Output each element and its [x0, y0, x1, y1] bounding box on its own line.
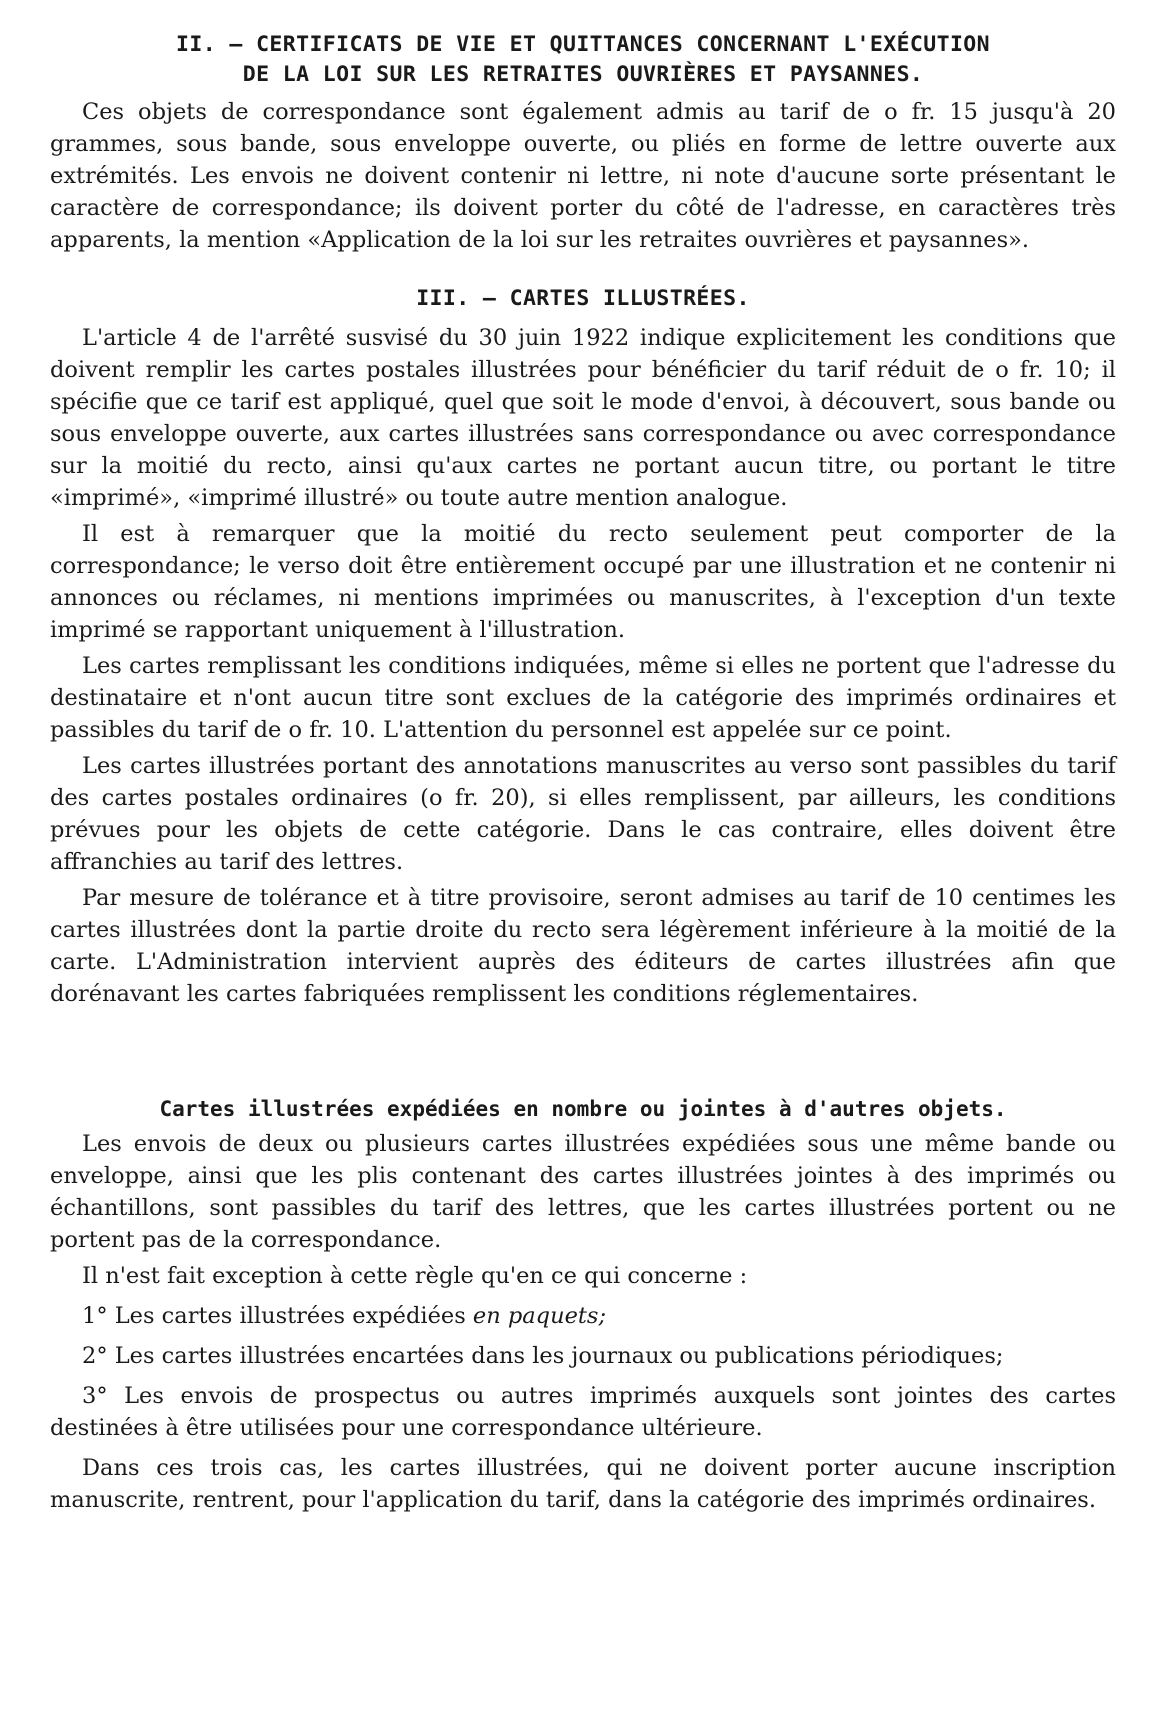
section-2-title-line-2: DE LA LOI SUR LES RETRAITES OUVRIÈRES ET PAYSANNES. — [242, 62, 924, 87]
section-4-heading: Cartes illustrées expédiées en nombre ou jointes à d'autres objets. — [159, 1097, 1007, 1121]
section-4-list-item-2: 2° Les cartes illustrées encartées dans les journaux ou publications périodiques; — [82, 1343, 1004, 1369]
section-3-heading: III. — CARTES ILLUSTRÉES. — [416, 286, 750, 311]
section-2-paragraph-1: Ces objets de correspondance sont également admis au tarif de o fr. 15 jusqu'à 20 grammes, sous bande, sous enveloppe ouverte, ou pliés en forme de lettre ouverte aux extrémités. Les envois ne doivent contenir ni lettre, ni note d'aucune sorte présentant le caractère de correspondance; ils doivent porter du côté de l'adresse, en caractères très apparents, la mention «Application de la loi sur les retraites ouvrières et paysannes». — [50, 99, 1116, 253]
section-4-paragraph-3: Dans ces trois cas, les cartes illustrées, qui ne doivent porter aucune inscription manuscrite, rentrent, pour l'application du tarif, dans la catégorie des imprimés ordinaires. — [50, 1455, 1116, 1513]
section-3-paragraph-3: Les cartes remplissant les conditions indiquées, même si elles ne portent que l'adresse du destinataire et n'ont aucun titre sont exclues de la catégorie des imprimés ordinaires et passibles du tarif de o fr. 10. L'attention du personnel est appelée sur ce point. — [50, 653, 1116, 743]
section-3-paragraph-4: Les cartes illustrées portant des annotations manuscrites au verso sont passibles du tarif des cartes postales ordinaires (o fr. 20), si elles remplissent, par ailleurs, les conditions prévues pour les objets de cette catégorie. Dans le cas contraire, elles doivent être affranchies au tarif des lettres. — [50, 753, 1116, 875]
section-4-paragraph-2: Il n'est fait exception à cette règle qu'en ce qui concerne : — [82, 1263, 748, 1289]
section-4-paragraph-1: Les envois de deux ou plusieurs cartes illustrées expédiées sous une même bande ou enveloppe, ainsi que les plis contenant des cartes illustrées jointes à des imprimés ou échantillons, sont passibles du tarif des lettres, que les cartes illustrées portent ou ne portent pas de la correspondance. — [50, 1131, 1116, 1253]
section-4-list-item-3: 3° Les envois de prospectus ou autres imprimés auxquels sont jointes des cartes destinées à être utilisées pour une correspondance ultérieure. — [50, 1383, 1116, 1441]
section-4-list-item-1 — [50, 1300, 1116, 1332]
document-page — [50, 30, 1116, 1516]
section-2-title-line-1: II. — CERTIFICATS DE VIE ET QUITTANCES CONCERNANT L'EXÉCUTION — [176, 32, 990, 57]
section-3-paragraph-5: Par mesure de tolérance et à titre provisoire, seront admises au tarif de 10 centimes les cartes illustrées dont la partie droite du recto sera légèrement inférieure à la moitié de la carte. L'Administration intervient auprès des éditeurs de cartes illustrées afin que dorénavant les cartes fabriquées remplissent les conditions réglementaires. — [50, 885, 1116, 1007]
section-3-paragraph-2: Il est à remarquer que la moitié du recto seulement peut comporter de la correspondance; le verso doit être entièrement occupé par une illustration et ne contenir ni annonces ou réclames, ni mentions imprimées ou manuscrites, à l'exception d'un texte imprimé se rapportant uniquement à l'illustration. — [50, 521, 1116, 643]
list-item-1-emphasis: en paquets; — [472, 1303, 607, 1329]
list-item-1-text: 1° Les cartes illustrées expédiées — [82, 1303, 473, 1329]
section-2-heading — [50, 30, 1116, 90]
section-3-paragraph-1: L'article 4 de l'arrêté susvisé du 30 juin 1922 indique explicitement les conditions que doivent remplir les cartes postales illustrées pour bénéficier du tarif réduit de o fr. 10; il spécifie que ce tarif est appliqué, quel que soit le mode d'envoi, à découvert, sous bande ou sous enveloppe ouverte, aux cartes illustrées sans correspondance ou avec correspondance sur la moitié du recto, ainsi qu'aux cartes ne portant aucun titre, ou portant le titre «imprimé», «imprimé illustré» ou toute autre mention analogue. — [50, 325, 1116, 511]
